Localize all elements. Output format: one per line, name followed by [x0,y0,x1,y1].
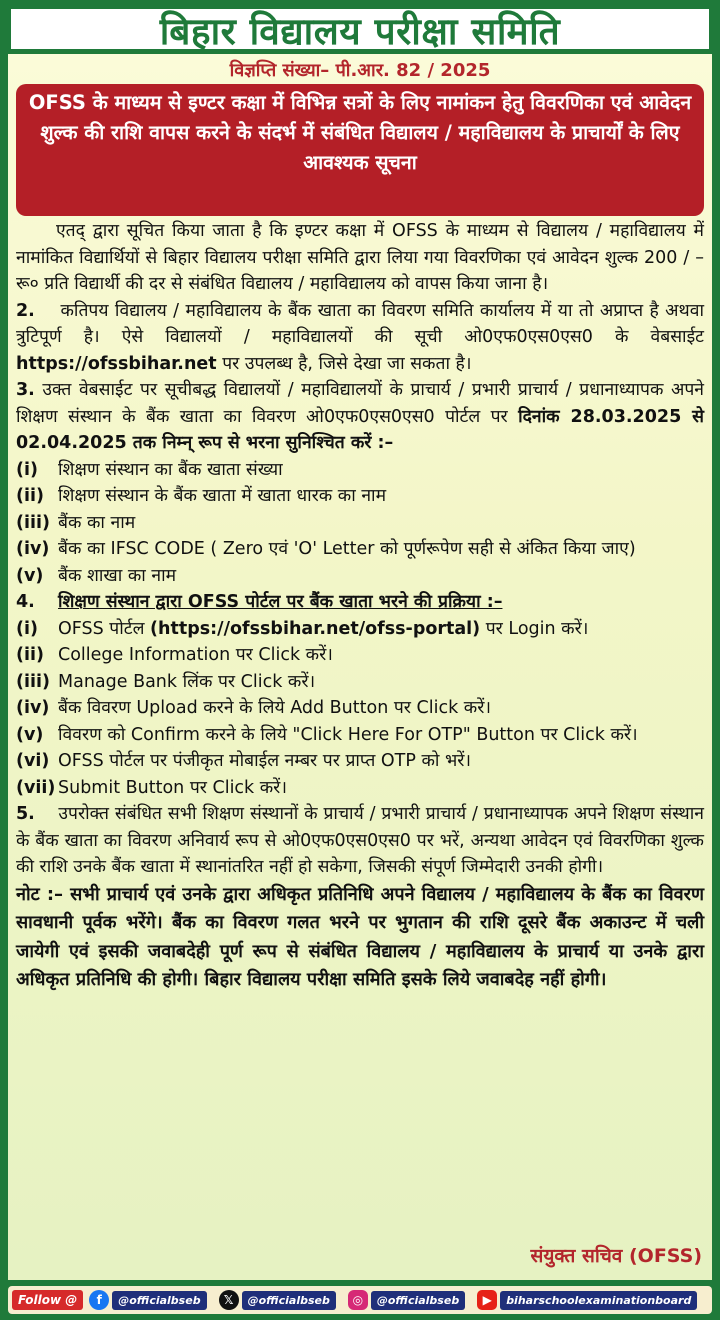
facebook-icon: f [89,1290,109,1310]
paragraph-2-number: 2. [16,300,35,321]
instagram-link[interactable] [348,1290,465,1310]
list-item-number: (ii) [16,486,44,506]
portal-steps-list [16,616,704,802]
header-banner [8,6,712,52]
note: नोट :– सभी प्राचार्य एवं उनके द्वारा अधिकृत प्रतिनिधि अपने विद्यालय / महाविद्यालय के बैंक का विवरण सावधानी पूर्वक भरेंगे। बैंक का विवरण गलत भरने पर भुगतान की राशि दूसरे बैंक अकाउन्ट में चली जायेगी एवं इसकी जवाबदेही पूर्ण रूप से संबंधित विद्यालय / महाविद्यालय के प्राचार्य या उनके द्वारा अधिकृत प्रतिनिधि की होगी। बिहार विद्यालय परीक्षा समिति इसके लिये जवाबदेह नहीं होगी। [16,883,704,990]
list-item-number: (v) [16,565,44,586]
step-item-number: (i) [16,618,38,639]
list-item-text: शिक्षण संस्थान का बैंक खाता संख्या [58,459,283,480]
instagram-icon: ◎ [348,1290,368,1310]
twitter-link[interactable] [219,1290,336,1310]
list-item-number: (iii) [16,512,50,533]
list-item-text: बैंक का IFSC CODE ( Zero एवं 'O' Letter को पूर्णरूपेण सही से अंकित किया जाए) [58,539,636,559]
twitter-handle: @officialbseb [242,1291,336,1310]
step-item-number: (iii) [16,671,50,692]
paragraph-4 [16,589,704,616]
facebook-handle: @officialbseb [112,1291,206,1310]
portal-link[interactable]: (https://ofssbihar.net/ofss-portal) [150,618,481,639]
instagram-handle: @officialbseb [371,1291,465,1310]
paragraph-2-text-a: कतिपय विद्यालय / महाविद्यालय के बैंक खाता का विवरण समिति कार्यालय में या तो अप्राप्त है अथवा त्रुटिपूर्ण है। ऐसे विद्यालयों / महाविद्यालयों की सूची ओ0एफ0एस0एस0 के वेबसाईट [16,300,704,347]
list-item [16,563,704,590]
list-item-text: बैंक का नाम [58,512,136,533]
step-item [16,775,704,802]
website-link[interactable]: https://ofssbihar.net [16,353,217,374]
youtube-handle: biharschoolexaminationboard [500,1291,697,1310]
notice-body [16,218,704,995]
paragraph-5-text: उपरोक्त संबंधित सभी शिक्षण संस्थानों के प्राचार्य / प्रभारी प्राचार्य / प्रधानाध्यापक अपने शिक्षण संस्थान के बैंक खाता का विवरण अनिवार्य रूप से ओ0एफ0एस0एस0 पर भरें, अन्यथा आवेदन एवं विवरणिका शुल्क की राशि उनके बैंक खाता में स्थानांतरित नहीं हो सकेगा, जिसकी संपूर्ण जिम्मेदारी उनकी होगी। [16,804,704,877]
subject-box [16,84,704,216]
paragraph-5-number: 5. [16,804,35,824]
x-icon: 𝕏 [219,1290,239,1310]
step-item-text: विवरण को Confirm करने के लिये "Click Here For OTP" Button पर Click करें। [58,724,638,745]
paragraph-3-number: 3. [16,380,35,400]
paragraph-5 [16,801,704,881]
step-item-text: Manage Bank लिंक पर Click करें। [58,671,316,692]
step-item-number: (ii) [16,645,44,665]
list-item-number: (i) [16,459,38,480]
step-item [16,669,704,696]
list-item [16,483,704,510]
step-item-number: (vi) [16,751,50,771]
follow-label: Follow @ [12,1290,83,1310]
list-item [16,510,704,537]
step-item-number: (v) [16,724,44,745]
step-item-number: (vii) [16,777,56,798]
social-bar [8,1286,712,1314]
list-item-text: शिक्षण संस्थान के बैंक खाता में खाता धारक का नाम [58,486,387,506]
step-item [16,748,704,775]
step-item-number: (iv) [16,698,50,718]
step-item-text: OFSS पोर्टल (https://ofssbihar.net/ofss-portal) पर Login करें। [58,618,589,639]
paragraph-3-deadline: दिनांक 28.03.2025 से 02.04.2025 तक निम्न् रूप से भरना सुनिश्चित करें :– [16,406,704,453]
paragraph-3 [16,377,704,457]
subject-text: OFSS के माध्यम से इण्टर कक्षा में विभिन्न सत्रों के लिए नामांकन हेतु विवरणिका एवं आवेदन शुल्क की राशि वापस करने के संदर्भ में संबंधित विद्यालय / महाविद्यालय के प्राचार्यों के लिए आवश्यक सूचना [28,91,692,174]
list-item [16,536,704,563]
paragraph-2-text-b: पर उपलब्ध है, जिसे देखा जा सकता है। [222,353,472,374]
list-item-text: बैंक शाखा का नाम [58,565,177,586]
step-item-text: बैंक विवरण Upload करने के लिये Add Button पर Click करें। [58,698,492,718]
list-item [16,457,704,484]
board-title: बिहार विद्यालय परीक्षा समिति [159,9,561,53]
youtube-link[interactable] [477,1290,697,1310]
step-item [16,722,704,749]
facebook-link[interactable] [89,1290,206,1310]
step-item-text: College Information पर Click करें। [58,645,333,665]
signature: संयुक्त सचिव (OFSS) [530,1245,702,1267]
paragraph-4-number: 4. [16,592,35,612]
step-item-text: OFSS पोर्टल पर पंजीकृत मोबाईल नम्बर पर प्राप्त OTP को भरें। [58,751,472,771]
paragraph-1: एतद् द्वारा सूचित किया जाता है कि इण्टर कक्षा में OFSS के माध्यम से विद्यालय / महाविद्यालय में नामांकित विद्यार्थियों से बिहार विद्यालय परीक्षा समिति द्वारा लिया गया विवरणिका एवं आवेदन शुल्क 200 / – रू० प्रति विद्यार्थी की दर से संबंधित विद्यालय / महाविद्यालय को वापस किया जाना है। [16,221,704,294]
list-item-number: (iv) [16,539,50,559]
step-item [16,695,704,722]
step-item [16,616,704,643]
paragraph-3-text: उक्त वेबसाईट पर सूचीबद्ध विद्यालयों / महाविद्यालयों के प्राचार्य / प्रभारी प्राचार्य / प्रधानाध्यापक अपने शिक्षण संस्थान के बैंक खाता का विवरण ओ0एफ0एस0एस0 पोर्टल पर [16,380,704,427]
youtube-icon: ▶ [477,1290,497,1310]
step-item-text: Submit Button पर Click करें। [58,777,287,798]
footer [0,1282,720,1320]
bank-details-list [16,457,704,590]
step-item [16,642,704,669]
paragraph-2 [16,298,704,378]
notice-number: विज्ञप्ति संख्या– पी.आर. 82 / 2025 [229,60,491,81]
paragraph-4-title: शिक्षण संस्थान द्वारा OFSS पोर्टल पर बैंक खाता भरने की प्रक्रिया :– [58,592,503,612]
notice-panel [8,54,712,1280]
